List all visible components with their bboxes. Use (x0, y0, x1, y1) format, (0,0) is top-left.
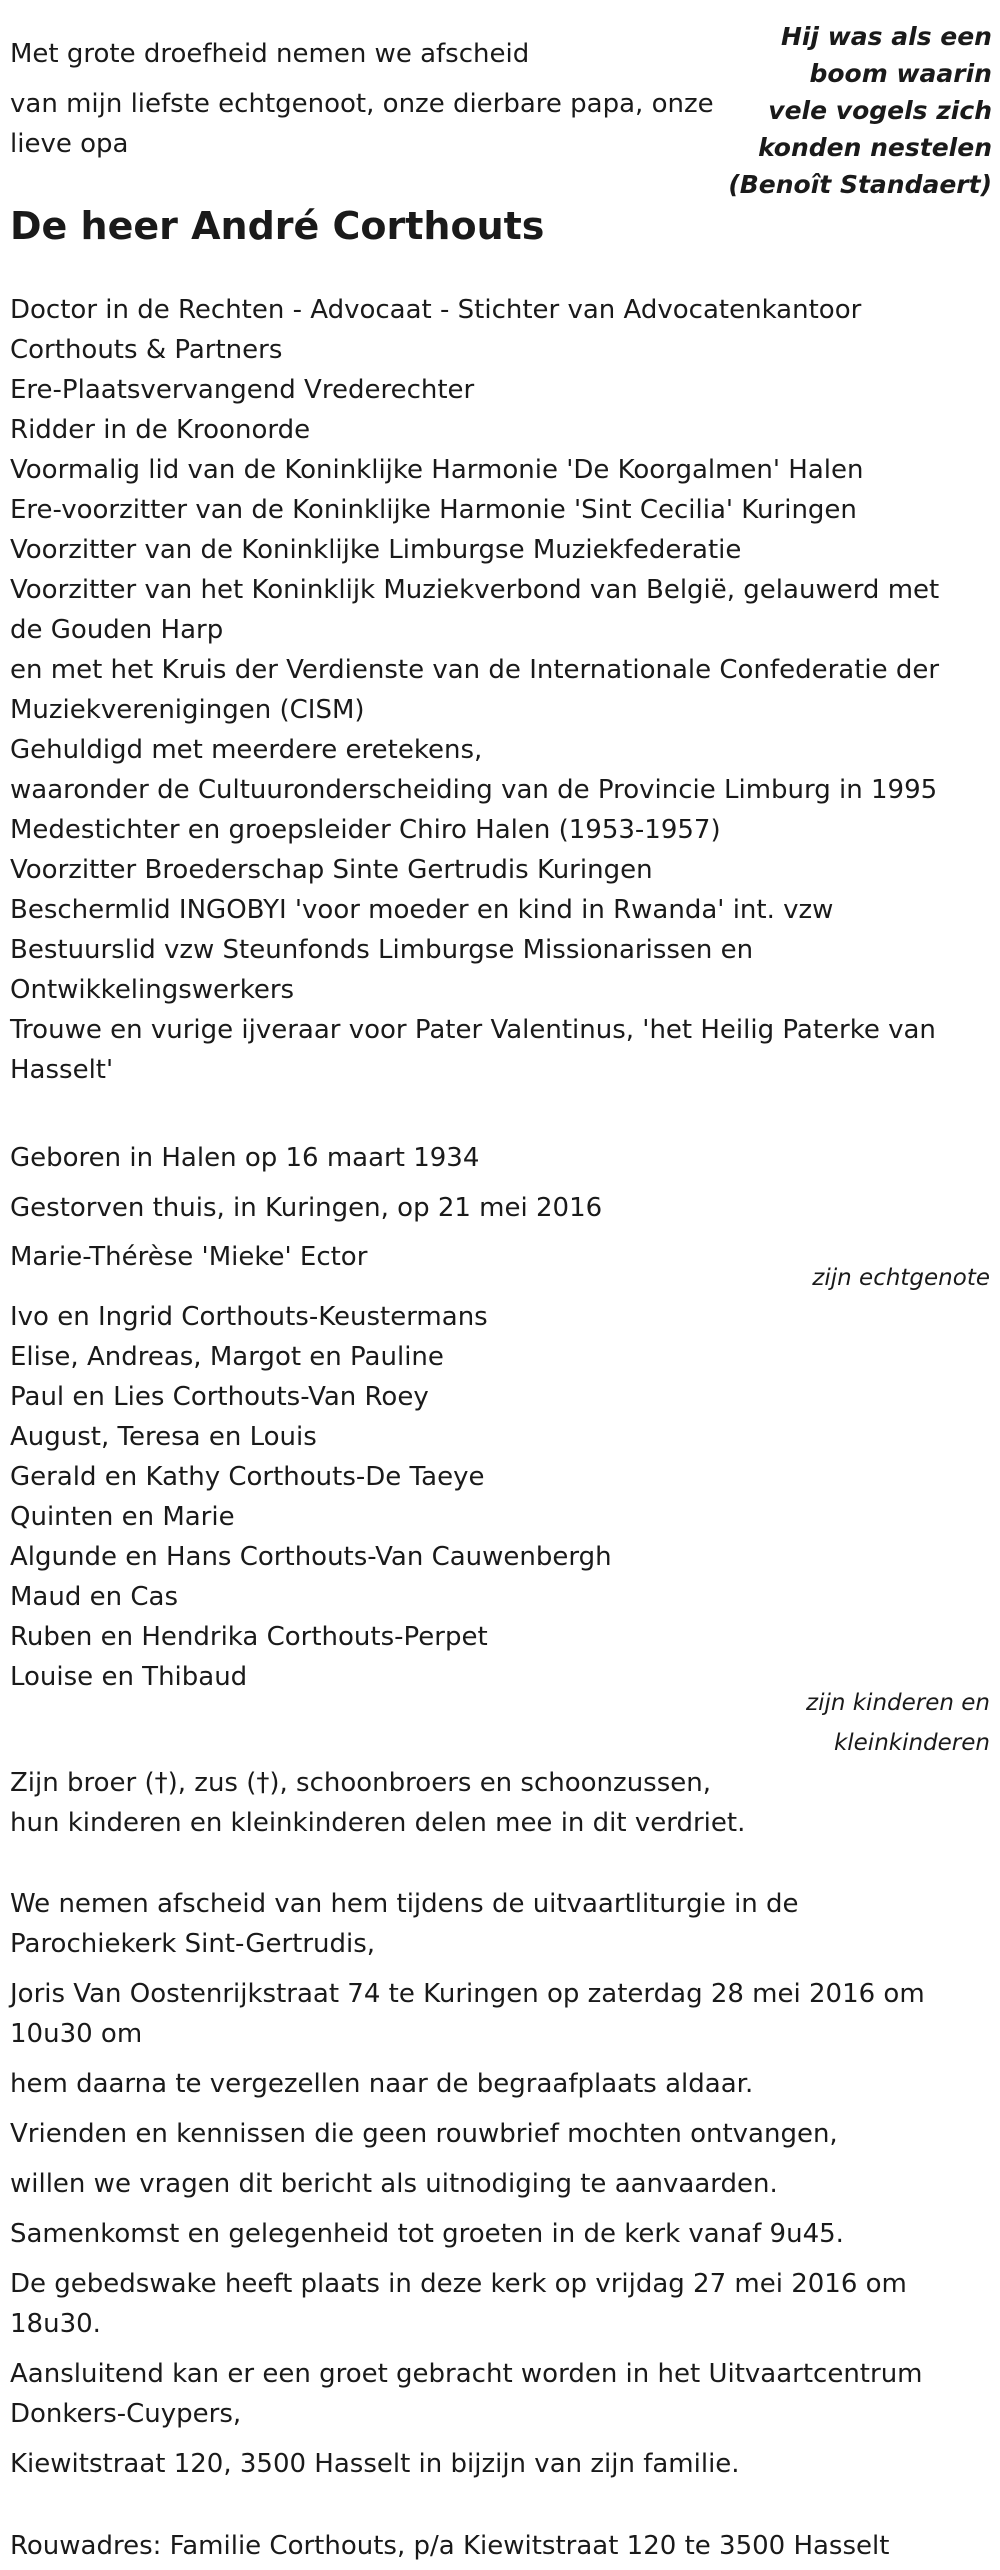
quote-block (662, 18, 992, 203)
funeral-text: 18u30. (10, 2309, 101, 2339)
deceased-name: De heer André Corthouts (10, 204, 545, 248)
bio-line: Ere-Plaatsvervangend Vrederechter (10, 375, 475, 405)
bio-line: Voorzitter van het Koninklijk Muziekverbond van België, gelauwerd met (10, 575, 940, 605)
bio-line: Ere-voorzitter van de Koninklijke Harmonie 'Sint Cecilia' Kuringen (10, 495, 857, 525)
children-list (10, 1297, 612, 1697)
intro-line-3: lieve opa (10, 129, 129, 159)
funeral-text: hem daarna te vergezellen naar de begraafplaats aldaar. (10, 2069, 754, 2099)
list-item: Ivo en Ingrid Corthouts-Keustermans (10, 1302, 488, 1332)
mourning-address: Rouwadres: Familie Corthouts, p/a Kiewitstraat 120 te 3500 Hasselt (10, 2531, 890, 2561)
bio-line: de Gouden Harp (10, 615, 224, 645)
bio-line: Muziekverenigingen (CISM) (10, 695, 365, 725)
funeral-text: Vrienden en kennissen die geen rouwbrief mochten ontvangen, (10, 2119, 838, 2149)
death-info: Gestorven thuis, in Kuringen, op 21 mei 2016 (10, 1193, 603, 1223)
quote-line: vele vogels zich (768, 96, 992, 125)
funeral-text: willen we vragen dit bericht als uitnodiging te aanvaarden. (10, 2169, 778, 2199)
list-item: Elise, Andreas, Margot en Pauline (10, 1342, 444, 1372)
funeral-text: Kiewitstraat 120, 3500 Hasselt in bijzijn van zijn familie. (10, 2449, 740, 2479)
quote-line: konden nestelen (758, 133, 992, 162)
bio-line: Corthouts & Partners (10, 335, 283, 365)
bio-line: Voorzitter Broederschap Sinte Gertrudis Kuringen (10, 855, 653, 885)
funeral-text: Aansluitend kan er een groet gebracht worden in het Uitvaartcentrum (10, 2359, 923, 2389)
list-item: Paul en Lies Corthouts-Van Roey (10, 1382, 429, 1412)
quote-author: (Benoît Standaert) (728, 170, 992, 199)
family-line-2: hun kinderen en kleinkinderen delen mee in dit verdriet. (10, 1808, 746, 1838)
intro-line-2: van mijn liefste echtgenoot, onze dierbare papa, onze (10, 89, 714, 119)
funeral-text: Samenkomst en gelegenheid tot groeten in de kerk vanaf 9u45. (10, 2219, 844, 2249)
bio-line: Voorzitter van de Koninklijke Limburgse Muziekfederatie (10, 535, 742, 565)
spouse-relation: zijn echtgenote (812, 1265, 990, 1291)
children-relation-line-2: kleinkinderen (833, 1730, 990, 1756)
birth-info: Geboren in Halen op 16 maart 1934 (10, 1143, 480, 1173)
spouse-name: Marie-Thérèse 'Mieke' Ector (10, 1242, 368, 1272)
list-item: Algunde en Hans Corthouts-Van Cauwenbergh (10, 1542, 612, 1572)
funeral-text: 10u30 om (10, 2019, 143, 2049)
list-item: Gerald en Kathy Corthouts-De Taeye (10, 1462, 485, 1492)
bio-line: Ridder in de Kroonorde (10, 415, 311, 445)
bio-line: Medestichter en groepsleider Chiro Halen (1953-1957) (10, 815, 721, 845)
bio-line: Bestuurslid vzw Steunfonds Limburgse Missionarissen en (10, 935, 754, 965)
bio-line: Ontwikkelingswerkers (10, 975, 295, 1005)
list-item: Ruben en Hendrika Corthouts-Perpet (10, 1622, 488, 1652)
bio-line: Doctor in de Rechten - Advocaat - Stichter van Advocatenkantoor (10, 295, 862, 325)
bio-line: en met het Kruis der Verdienste van de Internationale Confederatie der (10, 655, 940, 685)
bio-line: Hasselt' (10, 1055, 114, 1085)
bio-line: Trouwe en vurige ijveraar voor Pater Valentinus, 'het Heilig Paterke van (10, 1015, 936, 1045)
list-item: Quinten en Marie (10, 1502, 235, 1532)
funeral-text: De gebedswake heeft plaats in deze kerk op vrijdag 27 mei 2016 om (10, 2269, 907, 2299)
bio-line: Voormalig lid van de Koninklijke Harmonie 'De Koorgalmen' Halen (10, 455, 864, 485)
list-item: Louise en Thibaud (10, 1662, 248, 1692)
children-relation-line-1: zijn kinderen en (806, 1690, 990, 1716)
biography (10, 290, 995, 1090)
quote-line: boom waarin (809, 59, 992, 88)
intro-line-1: Met grote droefheid nemen we afscheid (10, 39, 530, 69)
funeral-text: We nemen afscheid van hem tijdens de uitvaartliturgie in de (10, 1889, 799, 1919)
funeral-text: Donkers-Cuypers, (10, 2399, 242, 2429)
bio-line: Beschermlid INGOBYI 'voor moeder en kind in Rwanda' int. vzw (10, 895, 834, 925)
funeral-text: Parochiekerk Sint-Gertrudis, (10, 1929, 376, 1959)
family-line-1: Zijn broer (†), zus (†), schoonbroers en schoonzussen, (10, 1768, 711, 1798)
quote-line: Hij was als een (780, 22, 992, 51)
list-item: Maud en Cas (10, 1582, 178, 1612)
list-item: August, Teresa en Louis (10, 1422, 317, 1452)
bio-line: waaronder de Cultuuronderscheiding van de Provincie Limburg in 1995 (10, 775, 938, 805)
funeral-text: Joris Van Oostenrijkstraat 74 te Kuringen op zaterdag 28 mei 2016 om (10, 1979, 925, 2009)
bio-line: Gehuldigd met meerdere eretekens, (10, 735, 483, 765)
